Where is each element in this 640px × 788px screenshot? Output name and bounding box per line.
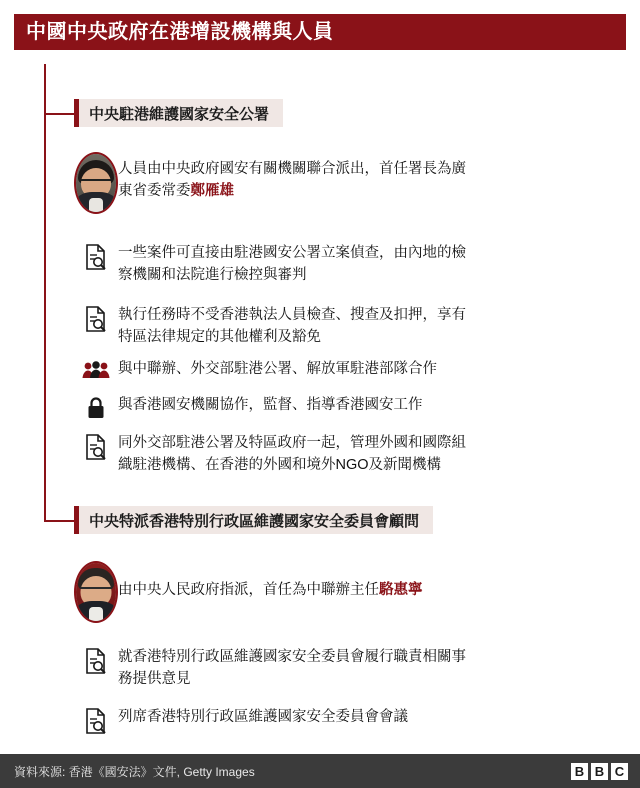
list-item-text (118, 242, 478, 287)
list-item (74, 242, 544, 287)
bbc-logo-letter-2: B (591, 763, 608, 780)
list-item-text-main: 同外交部駐港公署及特區政府一起，管理外國和國際組織駐港機構、在香港的外國和境外NGO及新聞機構 (118, 435, 466, 474)
document-search-icon (85, 244, 107, 270)
list-item-text (118, 432, 478, 477)
list-item (74, 304, 544, 349)
list-item (74, 706, 544, 734)
connector-branch-2 (44, 520, 74, 522)
list-item-text-highlight: 駱惠寧 (379, 582, 423, 598)
list-item-text (118, 150, 478, 203)
icon-cell (74, 559, 118, 623)
people-group-icon (82, 360, 110, 380)
connector-branch-1 (44, 113, 74, 115)
connector-spine (44, 64, 46, 522)
document-search-icon (85, 648, 107, 674)
section-header-label: 中央特派香港特別行政區維護國家安全委員會顧問 (89, 512, 420, 530)
section-header-national-security-committee-adviser (74, 506, 433, 534)
icon-cell (74, 432, 118, 460)
icon-cell (74, 358, 118, 380)
icon-cell (74, 706, 118, 734)
list-item-text (118, 304, 478, 349)
footer (0, 754, 640, 788)
section-header-label: 中央駐港維護國家安全公署 (89, 105, 270, 123)
list-item-text-main: 就香港特別行政區維護國家安全委員會履行職責相關事務提供意見 (118, 649, 466, 688)
list-item-text-main: 人員由中央政府國安有關機關聯合派出，首任署長為廣東省委常委 (118, 161, 466, 200)
document-search-icon (85, 434, 107, 460)
document-search-icon (85, 708, 107, 734)
list-item (74, 646, 544, 691)
bbc-logo-letter-3: C (611, 763, 628, 780)
list-item (74, 559, 544, 623)
portrait-photo-icon (74, 561, 118, 623)
list-item (74, 394, 544, 420)
portrait-photo-icon (74, 152, 118, 214)
list-item-text (118, 559, 423, 601)
icon-cell (74, 646, 118, 674)
list-item-text-main: 一些案件可直接由駐港國安公署立案偵查，由內地的檢察機關和法院進行檢控與審判 (118, 245, 466, 284)
page-title: 中國中央政府在港增設機構與人員 (26, 21, 334, 43)
list-item (74, 432, 544, 477)
list-item-text-main: 由中央人民政府指派，首任為中聯辦主任 (118, 582, 379, 598)
list-item-text-main: 與中聯辦、外交部駐港公署、解放軍駐港部隊合作 (118, 361, 437, 377)
infographic-root (0, 14, 640, 788)
bbc-logo-letter-1: B (571, 763, 588, 780)
page-title-bar (14, 14, 626, 50)
list-item (74, 358, 544, 380)
list-item-text-highlight: 鄭雁雄 (190, 183, 234, 200)
icon-cell (74, 242, 118, 270)
section-header-national-security-office (74, 99, 283, 127)
list-item-text (118, 358, 437, 380)
icon-cell (74, 394, 118, 420)
source-credit: 資料來源: 香港《國安法》文件, Getty Images (14, 764, 255, 779)
icon-cell (74, 150, 118, 214)
list-item-text (118, 706, 408, 728)
bbc-logo (571, 763, 628, 780)
lock-icon (86, 396, 106, 420)
list-item-text-main: 與香港國安機關協作，監督、指導香港國安工作 (118, 397, 423, 413)
list-item (74, 150, 544, 214)
list-item-text-main: 執行任務時不受香港執法人員檢查、搜查及扣押，享有特區法律規定的其他權利及豁免 (118, 307, 466, 346)
list-item-text-main: 列席香港特別行政區維護國家安全委員會會議 (118, 709, 408, 725)
document-search-icon (85, 306, 107, 332)
icon-cell (74, 304, 118, 332)
list-item-text (118, 646, 478, 691)
list-item-text (118, 394, 423, 416)
